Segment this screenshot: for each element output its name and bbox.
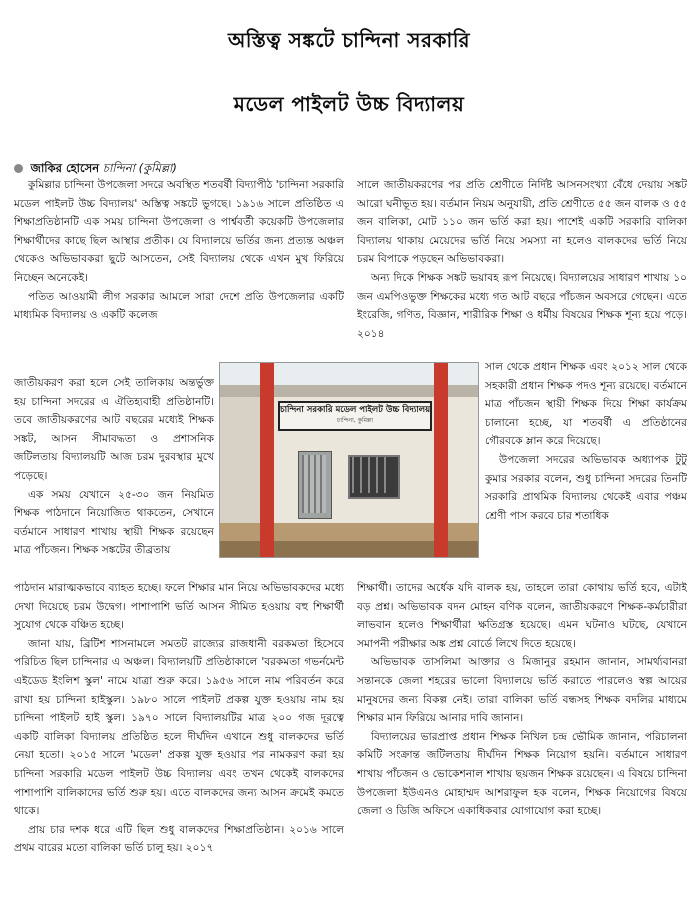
paragraph: সাল থেকে প্রধান শিক্ষক এবং ২০১২ সাল থেকে সহকারী প্রধান শিক্ষক পদও শূন্য রয়েছে। বর্তমানে মাত্র পাঁচজন স্থায়ী শিক্ষক দিয়ে শিক্ষা কার্যক্রম চালানো হচ্ছে, যা শতবর্ষী এ প্রতিষ্ঠানের গৌরবকে ম্লান করে দিয়েছে। <box>485 361 687 448</box>
paragraph: পাঠদান মারাত্মকভাবে ব্যাহত হচ্ছে। ফলে শিক্ষার মান নিয়ে অভিভাবকদের মধ্যে দেখা দিয়েছে চরম উদ্বেগ। পাশাপাশি ভর্তি আসন সীমিত হওয়ায় বহু শিক্ষার্থী সুযোগ থেকে বঞ্চিত হচ্ছে। <box>14 582 344 632</box>
school-photo <box>219 362 479 558</box>
pillar <box>260 363 274 557</box>
paragraph: পতিত আওয়ামী লীগ সরকার আমলে সারা দেশে প্রতি উপজেলার একটি মাধ্যমিক বিদ্যালয় ও একটি কলেজ <box>14 290 344 322</box>
paragraph: সালে জাতীয়করণের পর প্রতি শ্রেণীতে নির্দিষ্ট আসনসংখ্যা বেঁধে দেয়ায় সঙ্কট আরো ঘনীভূত হয়। বর্তমান নিয়ম অনুযায়ী, প্রতি শ্রেণীতে ৫৫ জন বালক ও ৫৫ জন বালিকা, মোট ১১০ জন ভর্তি করা হয়। পাশেই একটি সরকারি বালিকা বিদ্যালয় থাকায় মেয়েদের ভর্তি নিয়ে সমস্যা না হলেও বালকদের ভর্তি নিয়ে চরম বিপাকে পড়ছেন অভিভাবকরা। <box>357 179 687 266</box>
paragraph: অন্য দিকে শিক্ষক সঙ্কট ভয়াবহ রূপ নিয়েছে। বিদ্যালয়ের সাধারণ শাখায় ১০ জন এমপিওভুক্ত শিক্ষকের মধ্যে গত আট বছরে পাঁচজন অবসরে গেছেন। এতে ইংরেজি, গণিত, বিজ্ঞান, শারীরিক শিক্ষা ও ধর্মীয় বিষয়ের শিক্ষক শূন্য হয়ে পড়ে। ২০১৪ <box>357 271 687 340</box>
signboard-subtext: চান্দিনা, কুমিল্লা <box>337 417 373 424</box>
column-left-top <box>14 176 344 325</box>
paragraph: জানা যায়, ব্রিটিশ শাসনামলে সমতট রাজ্যের রাজধানী বরকমতা হিসেবে পরিচিত ছিল চান্দিনার এ অঞ্চল। বিদ্যালয়টি প্রতিষ্ঠাকালে 'বরকমতা গভর্নমেন্ট এইডেড ইংলিশ স্কুল' নামে যাত্রা শুরু করে। ১৯৫৬ সালে নাম পরিবর্তন করে রাখা হয় চান্দিনা হাইস্কুল। ১৯৮০ সালে পাইলট প্রকল্প যুক্ত হওয়ায় নাম হয় চান্দিনা পাইলট হাই স্কুল। ১৯৭০ সালে বিদ্যালয়টির মাত্র ২০০ গজ দূরত্বে একটি বালিকা বিদ্যালয় প্রতিষ্ঠিত হলে দীর্ঘদিন এখানে শুধু বালকদের ভর্তি নেয়া হতো। ২০১৫ সালে 'মডেল' প্রকল্প যুক্ত হওয়ার পর নামকরণ করা হয় চান্দিনা সরকারি মডেল পাইলট উচ্চ বিদ্যালয় এবং তখন থেকেই বালকদের পাশাপাশি বালিকাদের ভর্তি শুরু হয়। এতে বালকদের জন্য আসন ক্রমেই কমতে থাকে। <box>14 637 344 818</box>
headline-line-1: অস্তিত্ব সঙ্কটে চান্দিনা সরকারি <box>227 28 471 52</box>
dateline-location: চান্দিনা (কুমিল্লা) <box>102 161 177 175</box>
headline-line-2: মডেল পাইলট উচ্চ বিদ্যালয় <box>233 92 465 116</box>
author-name: জাকির হোসেন <box>30 161 100 175</box>
paragraph: শিক্ষার্থী। তাদের অর্ধেক যদি বালক হয়, তাহলে তারা কোথায় ভর্তি হবে, এটাই বড় প্রশ্ন। অভিভাবক বদন মোহন বণিক বলেন, জাতীয়করণে শিক্ষক-কর্মচারীরা লাভবান হলেও শিক্ষার্থীরা ক্ষতিগ্রস্ত হয়েছে। এমন ঘটনাও ঘটছে, যেখানে সমাপনী পরীক্ষার অঙ্ক প্রশ্ন বোর্ডে লিখে দিতে হয়েছে। <box>357 582 687 650</box>
signboard-text: চান্দিনা সরকারি মডেল পাইলট উচ্চ বিদ্যালয় <box>280 405 431 415</box>
paragraph: অভিভাবক তাসলিমা আক্তার ও মিজানুর রহমান জানান, সামর্থ্যবানরা সন্তানকে জেলা শহরের ভালো বিদ্যালয়ে ভর্তি করাতে পারলেও স্বল্প আয়ের মানুষদের জন্য বিকল্প নেই। তারা বালিকা ভর্তি বন্ধসহ শিক্ষক বদলির মাধ্যমে শিক্ষার মান ফিরিয়ে আনার দাবি জানান। <box>357 656 687 725</box>
paragraph: বিদ্যালয়ের ভারপ্রাপ্ত প্রধান শিক্ষক নিখিল চন্দ্র ভৌমিক জানান, পরিচালনা কমিটি সংক্রান্ত জটিলতায় দীর্ঘদিন শিক্ষক নিয়োগ হয়নি। বর্তমানে সাধারণ শাখায় পাঁচজন ও ভোকেশনাল শাখায় ছয়জন শিক্ষক রয়েছেন। এ বিষয়ে চান্দিনা উপজেলা ইউএনও মোহাম্মদ আশরাফুল হক বলেন, শিক্ষক নিয়োগের বিষয়ে জেলা ও ডিজি অফিসে একাধিকবার যোগাযোগ করা হচ্ছে। <box>357 730 687 818</box>
column-right-middle <box>485 358 687 525</box>
headline <box>0 8 698 136</box>
paragraph: জাতীয়করণ করা হলে সেই তালিকায় অন্তর্ভুক্ত হয় চান্দিনা সদরের এ ঐতিহ্যবাহী প্রতিষ্ঠানটি। তবে জাতীয়করণের আট বছরের মধ্যেই শিক্ষক সঙ্কট, আসন সীমাবদ্ধতা ও প্রশাসনিক জটিলতায় বিদ্যালয়টি আজ চরম দুরবস্থার মুখে পড়েছে। <box>14 377 214 482</box>
school-signboard <box>278 401 432 431</box>
paragraph: উপজেলা সদরের অভিভাবক অধ্যাপক টুটু কুমার সরকার বলেন, শুধু চান্দিনা সদরের তিনটি সরকারি প্রাথমিক বিদ্যালয় থেকেই এবার পঞ্চম শ্রেণী পাস করবে চার শতাধিক <box>485 453 687 522</box>
bullet-icon <box>14 164 23 173</box>
paragraph: কুমিল্লার চান্দিনা উপজেলা সদরে অবস্থিত শতবর্ষী বিদ্যাপীঠ 'চান্দিনা সরকারি মডেল পাইলট উচ্চ বিদ্যালয়' অস্তিত্ব সঙ্কটে ভুগছে। ১৯১৬ সালে প্রতিষ্ঠিত এ শিক্ষাপ্রতিষ্ঠানটি এক সময় চান্দিনা উপজেলা ও পার্শ্ববর্তী কয়েকটি উপজেলার শিক্ষার্থীদের কাছে ছিল আস্থার প্রতীক। যে বিদ্যালয়ে ভর্তির জন্য প্রত্যন্ত অঞ্চল থেকেও অভিভাবকরা ছুটে আসতেন, সেই বিদ্যালয় থেকে এখন মুখ ফিরিয়ে নিচ্ছেন অনেকেই। <box>14 179 344 284</box>
column-left-bottom <box>14 579 344 858</box>
column-left-middle <box>14 374 214 560</box>
column-right-top <box>357 176 687 343</box>
paragraph: প্রায় চার দশক ধরে এটি ছিল শুধু বালকদের শিক্ষাপ্রতিষ্ঠান। ২০১৬ সালে প্রথম বারের মতো বালিকা ভর্তি চালু হয়। ২০১৭ <box>14 823 344 855</box>
paragraph: এক সময় যেখানে ২৫-৩০ জন নিয়মিত শিক্ষক পাঠদানে নিয়োজিত থাকতেন, সেখানে বর্তমানে সাধারণ শাখায় স্থায়ী শিক্ষক রয়েছেন মাত্র পাঁচজন। শিক্ষক সঙ্কটের তীব্রতায় <box>14 488 214 557</box>
column-right-bottom <box>357 579 687 821</box>
pillar <box>434 363 448 557</box>
